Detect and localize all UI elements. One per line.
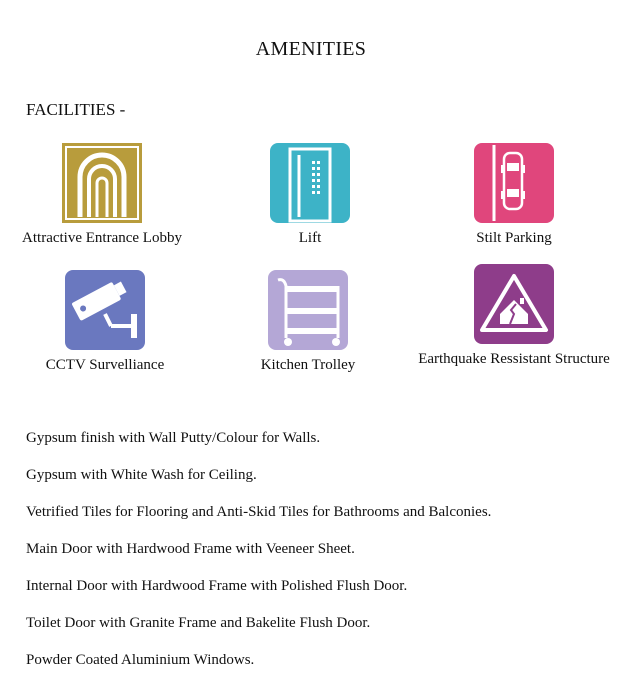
lift-icon [270, 143, 350, 223]
car-parking-icon [474, 143, 554, 223]
facility-label: CCTV Survelliance [45, 357, 165, 373]
cctv-camera-icon [65, 270, 145, 350]
facility-label: Stilt Parking [476, 230, 552, 246]
list-item: Powder Coated Aluminium Windows. [26, 652, 255, 668]
list-item: Toilet Door with Granite Frame and Bakelite Flush Door. [26, 615, 371, 631]
facility-earthquake-structure [414, 264, 614, 368]
facility-label: Kitchen Trolley [260, 357, 356, 373]
facility-label: Lift [298, 230, 322, 246]
facilities-heading: FACILITIES - [26, 100, 126, 119]
facility-entrance-lobby [2, 143, 202, 247]
list-item: Main Door with Hardwood Frame with Veeneer Sheet. [26, 541, 355, 557]
list-item: Gypsum finish with Wall Putty/Colour for Walls. [26, 430, 321, 446]
facility-stilt-parking [414, 143, 614, 247]
earthquake-house-icon [474, 264, 554, 344]
list-item: Internal Door with Hardwood Frame with Polished Flush Door. [26, 578, 408, 594]
specifications-list [26, 428, 491, 687]
entrance-arch-icon [62, 143, 142, 223]
list-item: Vetrified Tiles for Flooring and Anti-Skid Tiles for Bathrooms and Balconies. [26, 504, 492, 520]
facility-cctv [5, 270, 205, 374]
list-item: Gypsum with White Wash for Ceiling. [26, 467, 257, 483]
facility-label: Attractive Entrance Lobby [22, 230, 182, 246]
facility-kitchen-trolley [208, 270, 408, 374]
facility-label: Earthquake Ressistant Structure [418, 351, 610, 367]
facility-lift [210, 143, 410, 247]
page-title: AMENITIES [255, 38, 367, 60]
kitchen-trolley-icon [268, 270, 348, 350]
